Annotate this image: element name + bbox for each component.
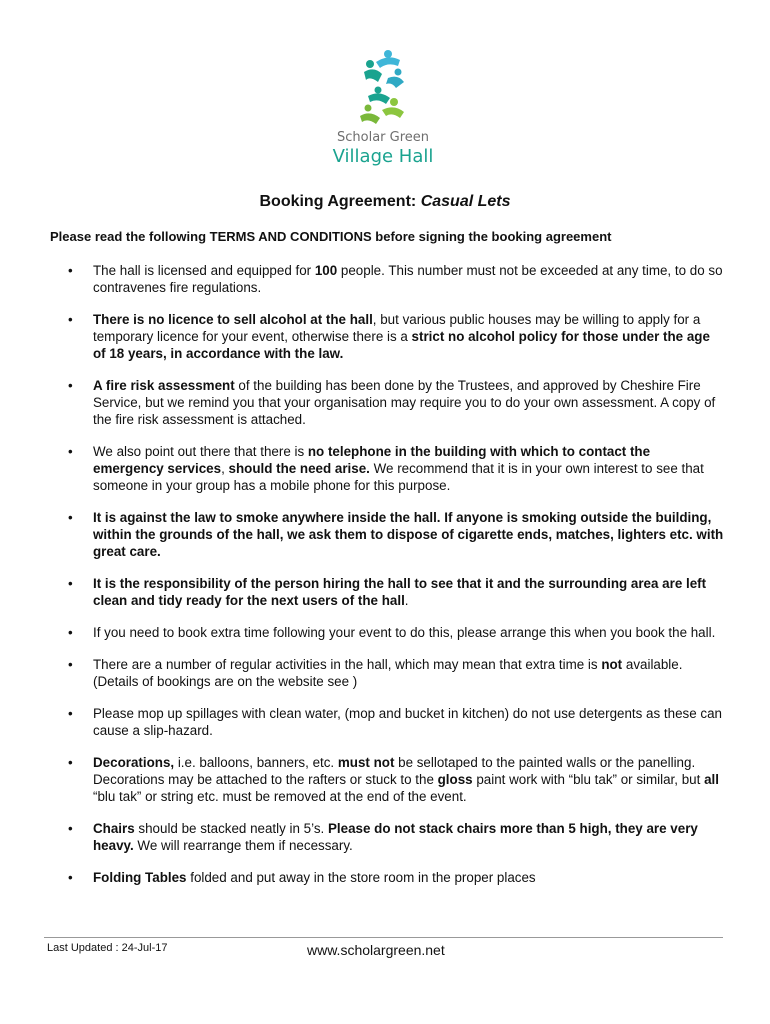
- term-item: [64, 443, 724, 494]
- term-text: ,: [221, 461, 229, 476]
- term-text: Please do not stack chairs more than 5 high, they are very heavy.: [93, 821, 698, 853]
- term-text: We also point out there that there is: [93, 444, 308, 459]
- terms-list: [64, 262, 724, 901]
- term-text: Chairs: [93, 821, 135, 836]
- last-updated: Last Updated : 24-Jul-17: [47, 942, 168, 954]
- title-plain: Booking Agreement:: [259, 193, 421, 210]
- term-text: strict no alcohol policy for those under the age of 18 years, in accordance with the law.: [93, 329, 710, 361]
- term-text: There is no licence to sell alcohol at the hall: [93, 312, 373, 327]
- term-item: [64, 869, 724, 886]
- term-text: 100: [314, 263, 338, 278]
- bullet-icon: •: [68, 510, 73, 525]
- term-text: folded and put away in the store room in the proper places: [186, 870, 536, 885]
- term-text: It is the responsibility of the person hiring the hall to see that it and the surrounding area are left clean and tidy ready for the next users of the hall: [93, 576, 707, 608]
- bullet-icon: •: [68, 821, 73, 836]
- term-item: [64, 820, 724, 854]
- term-text: must not: [337, 755, 395, 770]
- title-italic: Casual Lets: [420, 193, 511, 210]
- term-text: “blu tak” or string etc. must be removed at the end of the event.: [93, 789, 467, 804]
- logo: [318, 48, 448, 172]
- logo-text-line2: Village Hall: [332, 146, 434, 167]
- term-item: [64, 509, 724, 560]
- term-text: If you need to book extra time following your event to do this, please arrange this when you book the hall.: [93, 625, 716, 640]
- term-item: [64, 262, 724, 296]
- term-text: should the need arise.: [228, 461, 370, 476]
- term-text: , but various public houses may be willing to apply for a temporary licence for your event, otherwise there is a: [93, 312, 701, 344]
- bullet-icon: •: [68, 444, 73, 459]
- term-text: Folding Tables: [93, 870, 187, 885]
- term-text: Decorations,: [93, 755, 175, 770]
- term-text: paint work with “blu tak” or similar, but: [472, 772, 705, 787]
- term-text: There are a number of regular activities in the hall, which may mean that extra time is: [93, 657, 602, 672]
- term-item: [64, 377, 724, 428]
- term-text: people. This number must not be exceeded at any time, to do so contravenes fire regulations.: [93, 263, 723, 295]
- term-text: i.e. balloons, banners, etc.: [174, 755, 338, 770]
- term-text: be sellotaped to the painted walls or the panelling. Decorations may be attached to the rafters or stuck to the: [93, 755, 696, 787]
- logo-text-line1: Scholar Green: [336, 130, 429, 145]
- intro-heading: Please read the following TERMS AND CONDITIONS before signing the booking agreement: [50, 229, 612, 244]
- term-text: We will rearrange them if necessary.: [133, 838, 353, 853]
- document-title: [0, 193, 770, 211]
- term-item: [64, 705, 724, 739]
- bullet-icon: •: [68, 378, 73, 393]
- footer-divider: [44, 937, 723, 938]
- bullet-icon: •: [68, 576, 73, 591]
- term-text: available. (Details of bookings are on the website see ): [93, 657, 683, 689]
- term-text: gloss: [437, 772, 473, 787]
- term-item: [64, 575, 724, 609]
- term-text: of the building has been done by the Trustees, and approved by Cheshire Fire Service, but we remind you that your organisation may require you to do your own assessment. A copy of the fire risk assessment is attached.: [93, 378, 716, 427]
- term-item: [64, 656, 724, 690]
- term-text: A fire risk assessment: [93, 378, 235, 393]
- bullet-icon: •: [68, 657, 73, 672]
- term-item: [64, 624, 724, 641]
- term-text: no telephone in the building with which to contact the emergency services: [93, 444, 651, 476]
- term-text: It is against the law to smoke anywhere inside the hall. If anyone is smoking outside the building, within the grounds of the hall, we ask them to dispose of cigarette ends, matches, lighters etc. with great care.: [93, 510, 724, 559]
- term-text: The hall is licensed and equipped for: [93, 263, 315, 278]
- bullet-icon: •: [68, 706, 73, 721]
- bullet-icon: •: [68, 263, 73, 278]
- bullet-icon: •: [68, 755, 73, 770]
- people-logo-icon: [358, 48, 408, 126]
- bullet-icon: •: [68, 625, 73, 640]
- term-text: not: [601, 657, 623, 672]
- bullet-icon: •: [68, 312, 73, 327]
- term-text: We recommend that it is in your own interest to see that someone in your group has a mobile phone for this purpose.: [93, 461, 704, 493]
- term-text: Please mop up spillages with clean water, (mop and bucket in kitchen) do not use detergents as these can cause a slip-hazard.: [93, 706, 722, 738]
- website-link[interactable]: www.scholargreen.net: [307, 942, 445, 958]
- term-item: [64, 754, 724, 805]
- term-item: [64, 311, 724, 362]
- term-text: should be stacked neatly in 5’s.: [134, 821, 328, 836]
- term-text: all: [704, 772, 719, 787]
- term-text: .: [404, 593, 409, 608]
- bullet-icon: •: [68, 870, 73, 885]
